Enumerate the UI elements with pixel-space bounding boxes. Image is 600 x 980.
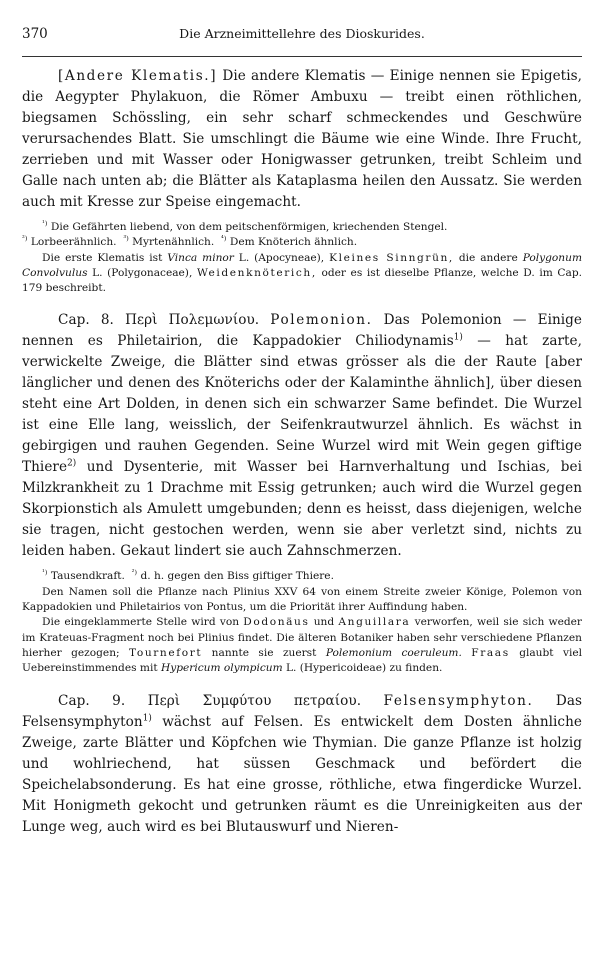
page — [22, 0, 582, 838]
paragraph-andere-klematis — [22, 66, 582, 213]
klematis-text: Die andere Klematis — Einige nennen sie Epigetis, die Aegypter Phylakuon, die Römer Ambuxu — treibt einen röthlichen, biegsamen Schössling, ein sehr scharf schmeckendes und Geschwüre verursachendes Blatt. Sie umschlingt die Bäume wie eine Winde. Ihre Frucht, zerrieben und mit Wasser oder Honigwasser getrunken, treibt Schleim und Galle nach unten ab; die Blätter als Kataplasma heilen den Aussatz. Sie werden auch mit Kresse zur Speise eingemacht. — [22, 68, 582, 210]
note-klematis: Die erste Klematis ist Vinca minor L. (Apocyneae), Kleines Sinngrün, die andere Polygonum Convolvulus L. (Polygonaceae), Weidenknöterich, oder es ist dieselbe Pflanze, welche D. im Cap. 179 beschreibt. — [22, 251, 582, 295]
chapter-label-8: Cap. 8. — [58, 312, 114, 329]
section-heading-klematis: [Andere Klematis.] — [58, 68, 218, 84]
footnotes-cap-8: $^{^1)}$ Tausendkraft. $^{^2)}$ d. h. gegen den Biss giftiger Thiere. — [42, 568, 334, 583]
footnote-klematis-1: $^{^1)}$ Die Gefährten liebend, von dem peitschenförmigen, kriechenden Stengel. — [42, 219, 448, 233]
note-cap-8-name: Den Namen soll die Pflanze nach Plinius XXV 64 von einem Streite zweier Könige, Polemon von Kappadokien und Philetairios von Pontus, um die Priorität ihrer Auffindung haben. — [22, 585, 582, 614]
paragraph-cap-8: Cap. 8. Περὶ Πολεμωνίου. Polemonion. Das Polemonion — Einige nennen es Philetairion, die Kappadokier Chiliodynamis$^{1)}$ — hat zarte, verwickelte Zweige, die Blätter sind etwas grösser als die der Raute [aber länglicher und denen des Knöterichs oder der Kalaminthe ähnlich], über diesen steht eine Art Dolden, in denen sich ein schwarzer Same befindet. Die Wurzel ist eine Elle lang, weisslich, der Seifenkrautwurzel ähnlich. Es wächst in gebirgigen und rauhen Gegenden. Seine Wurzel wird mit Wein gegen giftige Thiere$^{2)}$ und Dysenterie, mit Wasser bei Harnverhaltung und Ischias, bei Milzkrankheit zu 1 Drachme mit Essig getrunken; auch wird die Wurzel gegen Skorpionstich als Amulett umgebunden; denn es heisst, dass diejenigen, welche sie tragen, nicht gestochen werden, wenn sie aber verletzt sind, nichts zu leiden haben. Gekaut lindert sie auch Zahnschmerzen. — [22, 312, 583, 560]
footnote-klematis-2-4: $^{^2)}$ Lorbeerähnlich. $^{^3)}$ Myrtenähnlich. $^{^4)}$ Dem Knöterich ähnlich. — [22, 234, 358, 249]
greek-title-9: Περὶ Συμφύτου πετραίου. — [147, 692, 362, 709]
greek-title-8: Περὶ Πολεμωνίου. — [125, 312, 260, 329]
running-title: Die Arzneimittellehre des Dioskurides. — [179, 26, 425, 41]
page-number: 370 — [22, 26, 48, 42]
section-heading-polemonion: Polemonion. — [270, 312, 373, 329]
running-header — [22, 20, 582, 57]
paragraph-cap-9: Cap. 9. Περὶ Συμφύτου πετραίου. Felsensymphyton. Das Felsensymphyton$^{1)}$ wächst auf Felsen. Es entwickelt dem Dosten ähnliche Zweige, zarte Blätter und Köpfchen wie Thymian. Die ganze Pflanze ist holzig und wohlriechend, hat süssen Geschmack und befördert die Speichelabsonderung. Es hat eine grosse, röthliche, etwa fingerdicke Wurzel. Mit Honigmeth gekocht und getrunken räumt es die Unreinigkeiten aus der Lunge weg, auch wird es bei Blutauswurf und Nieren- — [22, 692, 582, 835]
section-heading-felsensymphyton: Felsensymphyton. — [383, 692, 534, 709]
chapter-label-9: Cap. 9. — [58, 692, 126, 709]
note-cap-8-botany: Die eingeklammerte Stelle wird von Dodonäus und Anguillara verworfen, weil sie sich weder im Krateuas-Fragment noch bei Plinius findet. Die älteren Botaniker haben sehr verschiedene Pflanzen hierher gezogen; Tournefort nannte sie zuerst Polemonium coeruleum. Fraas glaubt viel Uebereinstimmendes mit Hypericum olympicum L. (Hypericoideae) zu finden. — [22, 616, 582, 675]
